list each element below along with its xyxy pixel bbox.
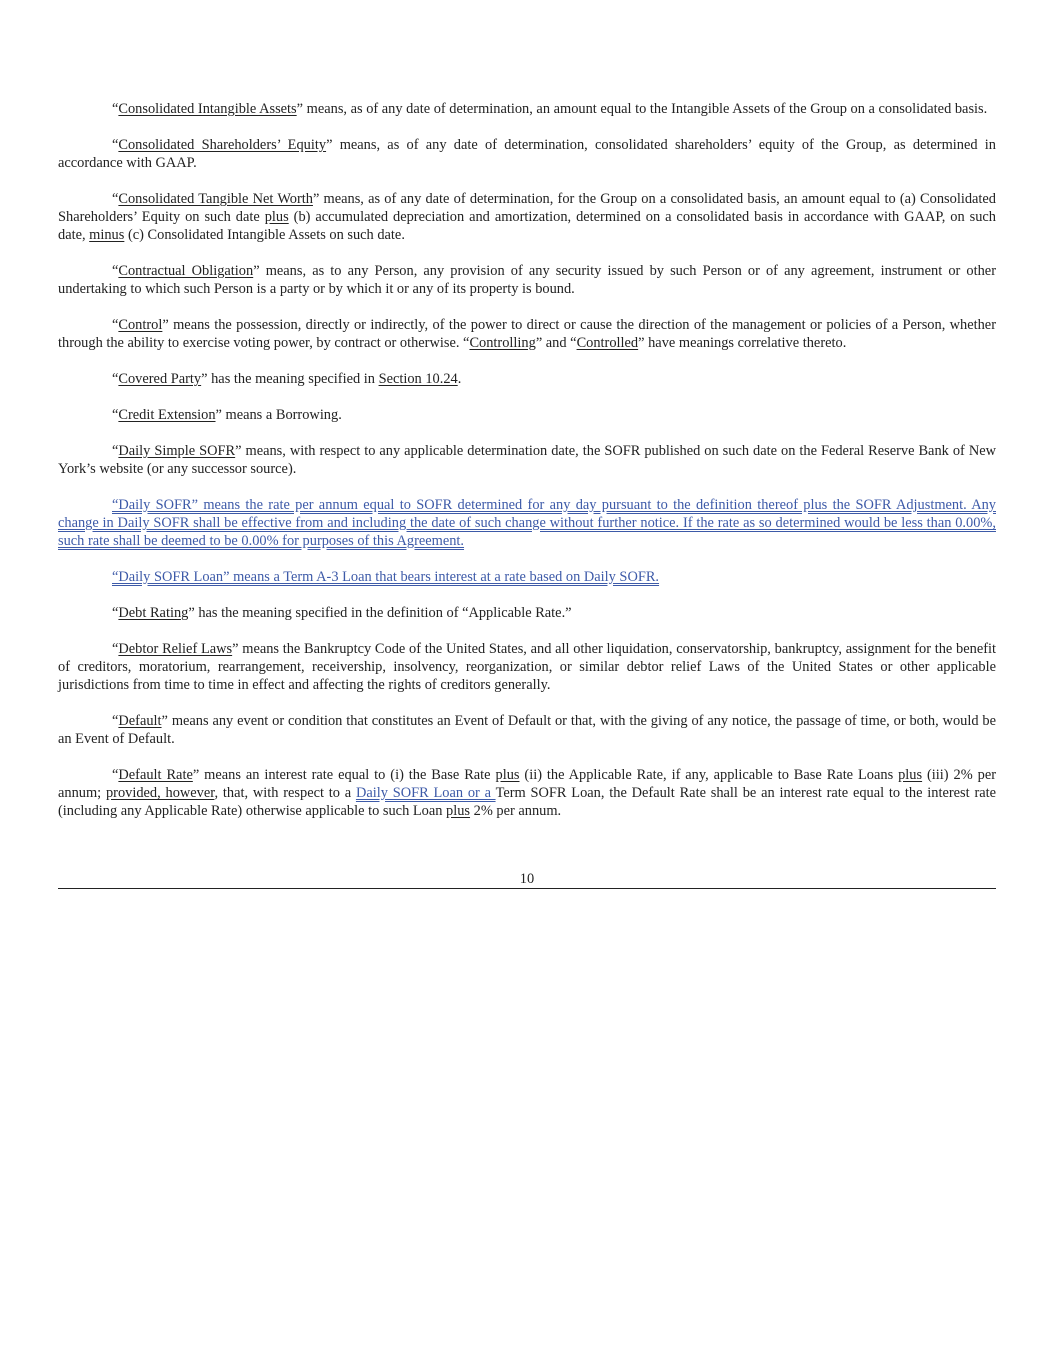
defined-term: Default Rate [118, 767, 193, 783]
definition-text: ” means a Borrowing. [215, 407, 342, 423]
definition-text: “ [112, 407, 119, 423]
inserted-text: “Daily SOFR” means the rate per annum equal to SOFR determined for any day pursuant to the definition thereof plus the SOFR Adjustment. Any change in Daily SOFR shall be effective from and including the date of such change without further notice. If the rate as so determined would be less than 0.00%, such rate shall be deemed to be 0.00% for purposes of this Agreement. [58, 497, 996, 549]
page-number: 10 [519, 871, 535, 887]
definition-text: ” have meanings correlative thereto. [638, 335, 847, 351]
definition-paragraph [58, 712, 996, 748]
definition-text: “ [112, 713, 119, 729]
defined-term: Contractual Obligation [118, 263, 254, 279]
defined-term: plus [264, 209, 289, 225]
definition-paragraph [58, 496, 996, 550]
definition-text: (b) accumulated depreciation and amortization, determined on a consolidated basis in accordance with GAAP, on such date, [58, 209, 996, 243]
defined-term: plus [446, 803, 471, 819]
definition-paragraph [58, 136, 996, 172]
inserted-text: Daily SOFR Loan or a [355, 785, 496, 801]
definition-text: ” and “ [535, 335, 577, 351]
defined-term: provided, however [105, 785, 215, 801]
defined-term: plus [898, 767, 923, 783]
definition-text: “ [112, 317, 119, 333]
definition-text: ” means, with respect to any applicable determination date, the SOFR published on such date on the Federal Reserve Bank of New York’s website (or any successor source). [58, 443, 996, 477]
definition-paragraph [58, 604, 996, 622]
definition-paragraph [58, 100, 996, 118]
defined-term: Control [118, 317, 163, 333]
definition-paragraph [58, 766, 996, 820]
definition-paragraph [58, 370, 996, 388]
defined-term: Default [118, 713, 162, 729]
definition-text: “ [112, 443, 119, 459]
definition-text: “ [112, 191, 119, 207]
definition-text: Term SOFR Loan, the Default Rate shall be an interest rate equal to the interest rate (including any Applicable Rate) otherwise applicable to such Loan [58, 785, 997, 819]
definition-text: ” means, as of any date of determination, an amount equal to the Intangible Assets of the Group on a consolidated basis. [296, 101, 988, 117]
definition-paragraph [58, 640, 996, 694]
definition-text: (c) Consolidated Intangible Assets on such date. [124, 227, 405, 243]
defined-term: Debt Rating [118, 605, 189, 621]
definition-text: “ [112, 263, 119, 279]
definition-text: “ [112, 605, 119, 621]
page-footer [58, 871, 996, 889]
document-body [58, 100, 996, 838]
defined-term: Section 10.24 [378, 371, 458, 387]
definition-paragraph [58, 406, 996, 424]
definition-paragraph [58, 262, 996, 298]
inserted-text: “Daily SOFR Loan” means a Term A-3 Loan that bears interest at a rate based on Daily SOFR. [112, 569, 660, 585]
definition-text: , that, with respect to a [214, 785, 356, 801]
defined-term: Consolidated Intangible Assets [118, 101, 297, 117]
definition-text: (ii) the Applicable Rate, if any, applicable to Base Rate Loans [519, 767, 899, 783]
definition-paragraph [58, 190, 996, 244]
definition-text: “ [112, 641, 119, 657]
definition-text: 2% per annum. [470, 803, 562, 819]
defined-term: Covered Party [118, 371, 202, 387]
definition-text: “ [112, 101, 119, 117]
definition-text: ” has the meaning specified in the definition of “Applicable Rate.” [188, 605, 572, 621]
definition-text: ” means, as of any date of determination, for the Group on a consolidated basis, an amount equal to (a) Consolidated Shareholders’ Equity on such date [58, 191, 996, 225]
definition-text: ” means any event or condition that constitutes an Event of Default or that, with the giving of any notice, the passage of time, or both, would be an Event of Default. [58, 713, 996, 747]
defined-term: plus [495, 767, 520, 783]
definition-paragraph [58, 568, 996, 586]
defined-term: Daily Simple SOFR [118, 443, 236, 459]
definition-text: ” means an interest rate equal to (i) the Base Rate [192, 767, 496, 783]
defined-term: Credit Extension [118, 407, 216, 423]
definition-paragraph [58, 442, 996, 478]
definition-text: ” means the Bankruptcy Code of the United States, and all other liquidation, conservatorship, bankruptcy, assignment for the benefit of creditors, moratorium, rearrangement, receivership, insolvency, reorganization, or similar debtor relief Laws of the United States or other applicable jurisdictions from time to time in effect and affecting the rights of creditors generally. [58, 641, 996, 693]
defined-term: Consolidated Shareholders’ Equity [118, 137, 327, 153]
definition-text: “ [112, 137, 119, 153]
definition-text: (iii) 2% per annum; [58, 767, 996, 801]
definition-text: ” has the meaning specified in [201, 371, 379, 387]
defined-term: Debtor Relief Laws [118, 641, 233, 657]
definition-text: “ [112, 767, 119, 783]
definition-text: . [457, 371, 462, 387]
definition-paragraph [58, 316, 996, 352]
definition-text: ” means, as to any Person, any provision of any security issued by such Person or of any agreement, instrument or other undertaking to which such Person is a party or by which it or any of its property is bound. [58, 263, 996, 297]
defined-term: minus [89, 227, 125, 243]
defined-term: Consolidated Tangible Net Worth [118, 191, 313, 207]
defined-term: Controlled [576, 335, 639, 351]
defined-term: Controlling [469, 335, 536, 351]
definition-text: “ [112, 371, 119, 387]
definition-text: ” means the possession, directly or indirectly, of the power to direct or cause the direction of the management or policies of a Person, whether through the ability to exercise voting power, by contract or otherwise. “ [58, 317, 996, 351]
definition-text: ” means, as of any date of determination, consolidated shareholders’ equity of the Group, as determined in accordance with GAAP. [58, 137, 996, 171]
